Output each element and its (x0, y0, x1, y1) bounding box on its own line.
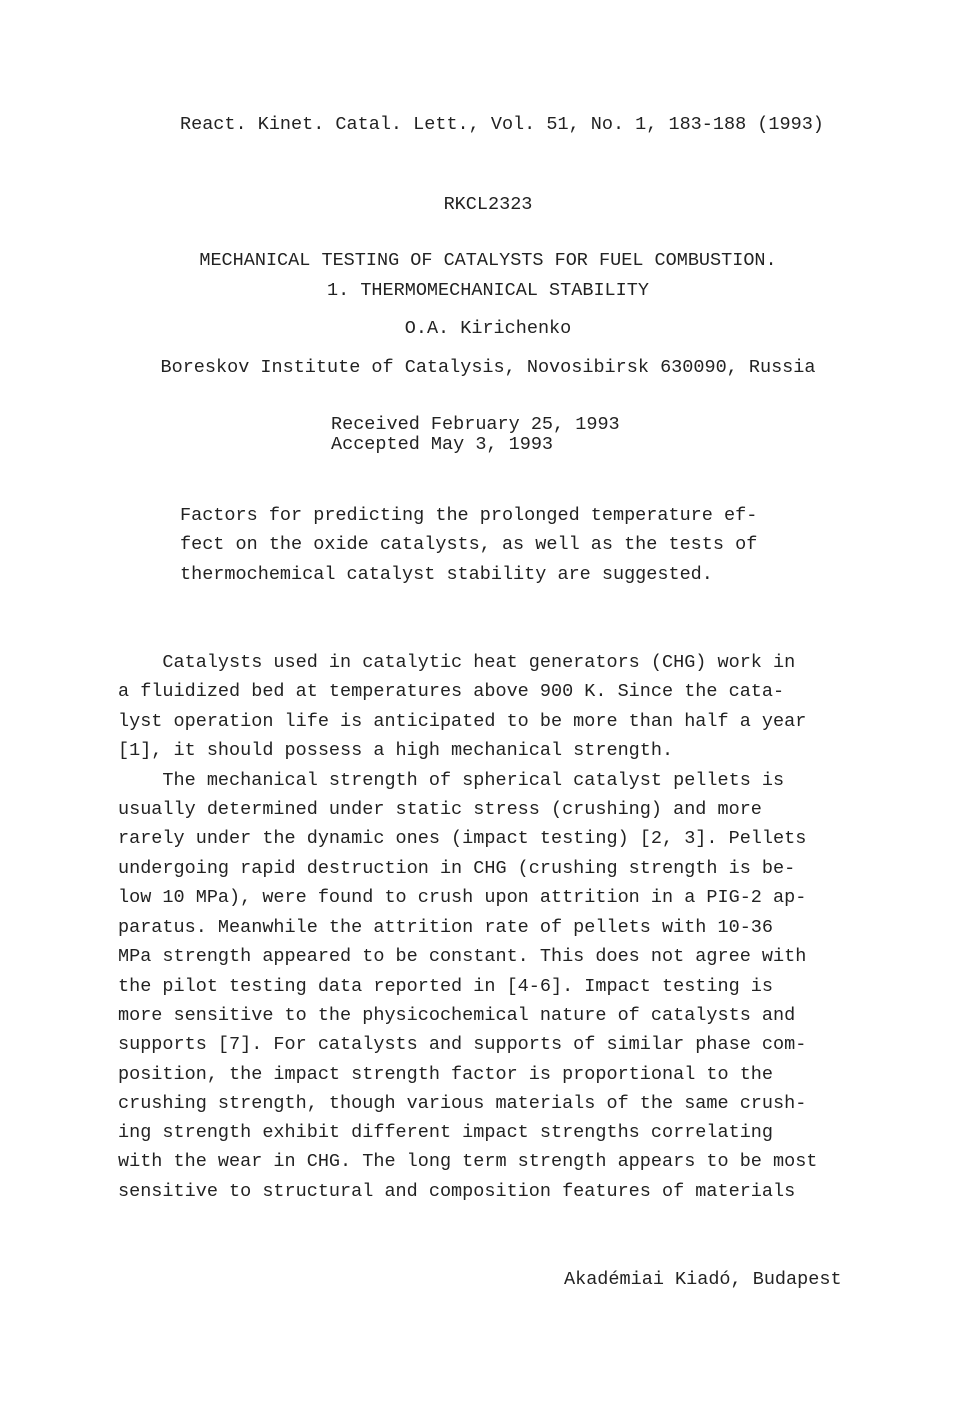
title-line-2: 1. THERMOMECHANICAL STABILITY (327, 280, 649, 301)
body-line: undergoing rapid destruction in CHG (crushing strength is be- (118, 858, 796, 879)
body-line: [1], it should possess a high mechanical strength. (118, 740, 674, 761)
body-line: sensitive to structural and composition features of materials (118, 1181, 796, 1202)
body-line: with the wear in CHG. The long term strength appears to be most (118, 1151, 818, 1172)
abstract-line: Factors for predicting the prolonged temperature ef- (180, 505, 758, 526)
body-line: Catalysts used in catalytic heat generators (CHG) work in (118, 652, 796, 673)
body-line: more sensitive to the physicochemical nature of catalysts and (118, 1005, 796, 1026)
body-line: ing strength exhibit different impact strengths correlating (118, 1122, 774, 1143)
author-affiliation: Boreskov Institute of Catalysis, Novosibirsk 630090, Russia (160, 357, 816, 378)
body-line: supports [7]. For catalysts and supports of similar phase com- (118, 1034, 807, 1055)
body-line: the pilot testing data reported in [4-6]. Impact testing is (118, 976, 774, 997)
author-name: O.A. Kirichenko (404, 318, 572, 339)
body-line: MPa strength appeared to be constant. This does not agree with (118, 946, 807, 967)
body-line: usually determined under static stress (crushing) and more (118, 799, 762, 820)
abstract-line: fect on the oxide catalysts, as well as the tests of (180, 534, 758, 555)
accepted-date: Accepted May 3, 1993 (331, 434, 554, 455)
abstract-line: thermochemical catalyst stability are suggested. (180, 564, 713, 585)
title-line-1: MECHANICAL TESTING OF CATALYSTS FOR FUEL COMBUSTION. (199, 250, 777, 271)
body-line: position, the impact strength factor is proportional to the (118, 1064, 774, 1085)
body-line: lyst operation life is anticipated to be more than half a year (118, 711, 807, 732)
body-line: crushing strength, though various materials of the same crush- (118, 1093, 807, 1114)
body-line: low 10 MPa), were found to crush upon attrition in a PIG-2 ap- (118, 887, 807, 908)
body-line: a fluidized bed at temperatures above 900 K. Since the cata- (118, 681, 785, 702)
publisher-footer: Akadémiai Kiadó, Budapest (564, 1269, 842, 1290)
received-date: Received February 25, 1993 (331, 414, 620, 435)
body-line: The mechanical strength of spherical catalyst pellets is (118, 770, 785, 791)
body-line: paratus. Meanwhile the attrition rate of pellets with 10-36 (118, 917, 774, 938)
article-code: RKCL2323 (443, 194, 533, 215)
journal-citation: React. Kinet. Catal. Lett., Vol. 51, No. 1, 183-188 (1993) (180, 114, 824, 135)
body-line: rarely under the dynamic ones (impact testing) [2, 3]. Pellets (118, 828, 807, 849)
